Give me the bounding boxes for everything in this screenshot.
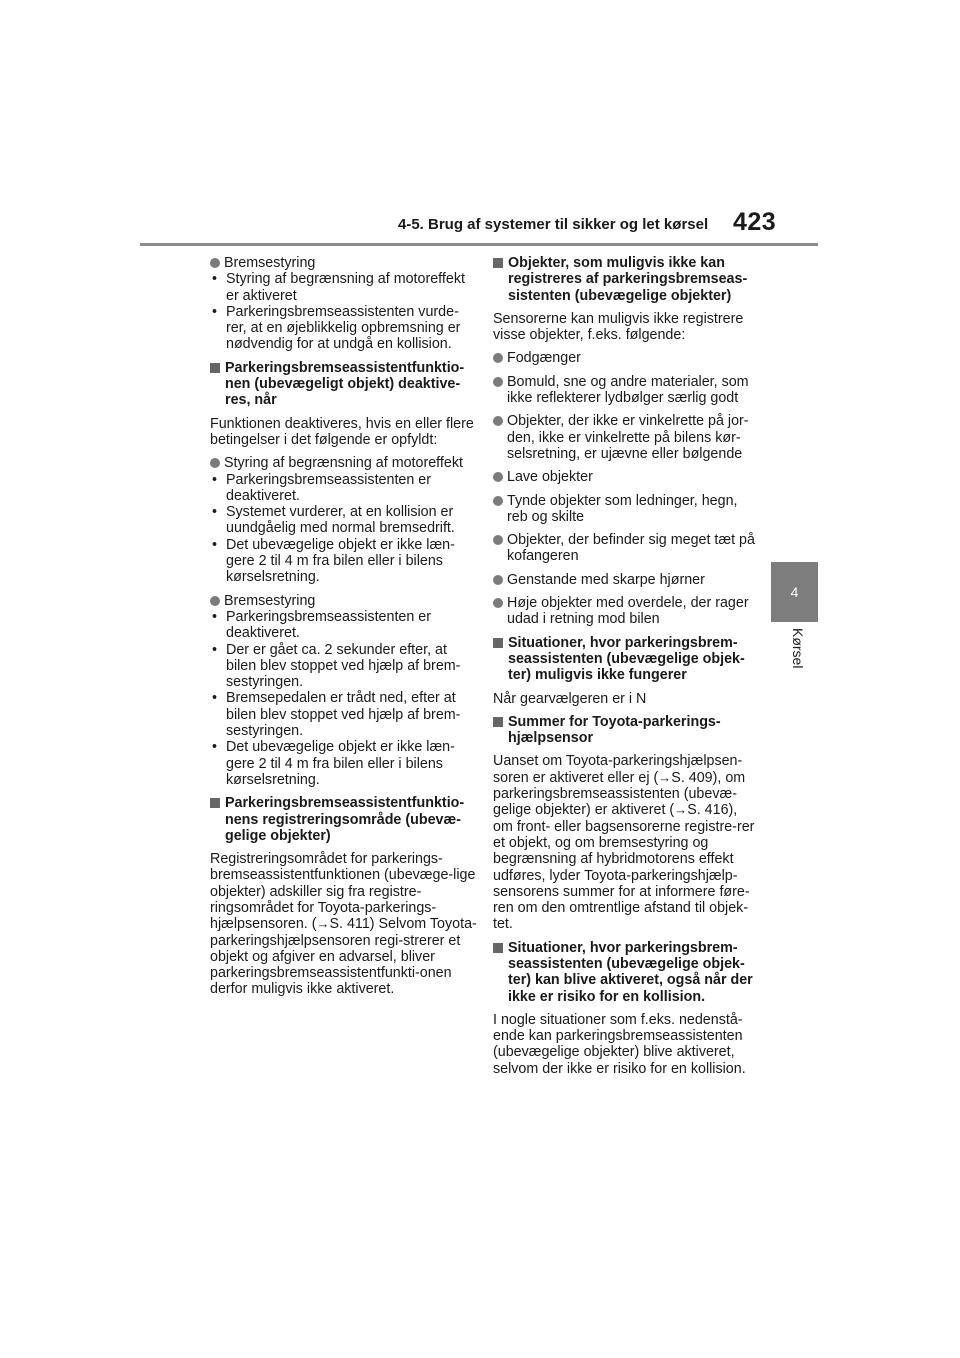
circle-bullet-icon [493, 472, 503, 482]
bullet-icon: • [212, 536, 218, 553]
chapter-tab [771, 562, 818, 622]
condition-block [210, 593, 478, 789]
dash-item [210, 642, 478, 691]
dash-text: Parkeringsbremseassistenten vurde-rer, at en øjeblikkelig opbremsning er nødvendig for at undgå en kollision. [226, 303, 461, 353]
dash-text: Det ubevægelige objekt er ikke læn-gere 2 til 4 m fra bilen eller i bilens kørselsretning. [226, 739, 455, 788]
circle-item [493, 469, 761, 485]
circle-item [210, 455, 478, 471]
circle-item [210, 255, 478, 271]
section-title: 4-5. Brug af systemer til sikker og let kørsel [398, 216, 709, 233]
arrow-icon: → [658, 769, 672, 785]
circle-bullet-icon [493, 496, 503, 506]
heading-text: Situationer, hvor parkeringsbrem-seassistenten (ubevægelige objek-ter) muligvis ikke fungerer [508, 634, 745, 684]
dash-item [210, 504, 478, 537]
bullet-icon: • [212, 471, 218, 488]
heading-text: Objekter, som muligvis ikke kan registreres af parkeringsbremseas-sistenten (ubevægelige objekter) [508, 255, 748, 304]
square-bullet-icon [493, 258, 503, 268]
dash-text: Parkeringsbremseassistenten er deaktiveret. [226, 608, 432, 642]
square-bullet-icon [210, 363, 220, 373]
circle-bullet-icon [493, 377, 503, 387]
dash-text: Parkeringsbremseassistenten er deaktiveret. [226, 471, 432, 504]
circle-item [493, 350, 761, 366]
intro-block [210, 255, 478, 353]
bullet-icon: • [212, 641, 218, 658]
square-bullet-icon [493, 638, 503, 648]
section-heading [210, 360, 478, 409]
bullet-icon: • [212, 504, 218, 521]
right-column [493, 255, 761, 1084]
dash-text: Det ubevægelige objekt er ikke læn-gere 2 til 4 m fra bilen eller i bilens kørselsretning. [226, 536, 455, 586]
circle-text: Bremsestyring [224, 255, 316, 271]
section-heading [493, 714, 761, 747]
circle-bullet-icon [493, 598, 503, 608]
bullet-icon: • [212, 271, 218, 288]
dash-item [210, 537, 478, 586]
dash-text: Styring af begrænsning af motoreffekt er aktiveret [226, 271, 465, 304]
circle-text: Bomuld, sne og andre materialer, som ikke reflekterer lydbølger særlig godt [507, 373, 749, 407]
circle-bullet-icon [210, 258, 220, 268]
page-reference-link[interactable]: S. 411 [329, 916, 370, 933]
circle-bullet-icon [493, 535, 503, 545]
circle-text: Bremsestyring [224, 592, 316, 609]
circle-bullet-icon [493, 416, 503, 426]
circle-text: Styring af begrænsning af motoreffekt [224, 455, 463, 472]
heading-text: Summer for Toyota-parkerings-hjælpsensor [508, 713, 721, 747]
dash-item [210, 739, 478, 788]
paragraph: Registreringsområdet for parkerings-bremseassistentfunktionen (ubevæge-lige objekter) adskiller sig fra registre-ringsområdet for Toyota-parkerings-hjælpsensoren. (→S. 411) Selvom Toyota-parkeringshjælpsensoren regi-strerer et objekt og afgiver en advarsel, bliver parkeringsbremseassistentfunkti-onen derfor muligvis ikke aktiveret. [210, 851, 477, 998]
bullet-icon: • [212, 303, 218, 320]
dash-item [210, 609, 478, 642]
circle-text: Objekter, der ikke er vinkelrette på jor-den, ikke er vinkelrette på bilens kør-selsretning, er ujævne eller bølgende [507, 413, 749, 462]
chapter-number: 4 [790, 584, 799, 600]
circle-text: Høje objekter med overdele, der rager udad i retning mod bilen [507, 595, 749, 628]
paragraph: I nogle situationer som f.eks. nedenstå-ende kan parkeringsbremseassistenten (ubevægelige objekter) blive aktiveret, selvom der ikke er risiko for en kollision. [493, 1011, 746, 1077]
paragraph: Funktionen deaktiveres, hvis en eller flere betingelser i det følgende er opfyldt: [210, 415, 474, 448]
section-heading [210, 795, 478, 844]
circle-bullet-icon [210, 458, 220, 468]
arrow-icon: → [674, 802, 688, 818]
circle-text: Lave objekter [507, 469, 593, 486]
square-bullet-icon [210, 798, 220, 808]
heading-text: Situationer, hvor parkeringsbrem-seassistenten (ubevægelige objek-ter) kan blive aktiveret, også når der ikke er risiko for en kollision. [508, 939, 753, 1005]
square-bullet-icon [493, 717, 503, 727]
dash-item [210, 690, 478, 739]
section-heading [493, 255, 761, 304]
section-heading [493, 635, 761, 684]
dash-item [210, 304, 478, 353]
header-divider [140, 243, 818, 246]
square-bullet-icon [493, 943, 503, 953]
dash-text: Systemet vurderer, at en kollision er uundgåelig med normal bremsedrift. [226, 504, 455, 537]
heading-text: Parkeringsbremseassistentfunktio-nens registreringsområde (ubevæ-gelige objekter) [225, 795, 465, 844]
circle-text: Fodgænger [507, 350, 581, 367]
section-heading [493, 940, 761, 1005]
circle-bullet-icon [493, 575, 503, 585]
page-number: 423 [733, 208, 777, 236]
paragraph: Når gearvælgeren er i N [493, 690, 647, 707]
dash-item [210, 472, 478, 505]
circle-item [493, 374, 761, 407]
bullet-icon: • [212, 690, 218, 707]
heading-text: Parkeringsbremseassistentfunktio-nen (ubevægeligt objekt) deaktive-res, når [225, 359, 465, 409]
circle-item [493, 572, 761, 588]
circle-item [493, 413, 761, 462]
circle-bullet-icon [210, 596, 220, 606]
chapter-label: Kørsel [790, 628, 806, 669]
circle-item [493, 595, 761, 628]
circle-text: Tynde objekter som ledninger, hegn, reb og skilte [507, 492, 738, 525]
circle-item [493, 493, 761, 526]
bullet-icon: • [212, 608, 218, 625]
circle-text: Objekter, der befinder sig meget tæt på kofangeren [507, 532, 755, 565]
page-reference-link[interactable]: S. 409 [671, 769, 713, 786]
arrow-icon: → [316, 916, 330, 932]
condition-block [210, 455, 478, 585]
page-reference-link[interactable]: S. 416 [687, 802, 729, 819]
dash-text: Bremsepedalen er trådt ned, efter at bilen blev stoppet ved hjælp af brem-sestyringen. [226, 690, 461, 740]
circle-item [210, 593, 478, 609]
circle-item [493, 532, 761, 565]
dash-text: Der er gået ca. 2 sekunder efter, at bilen blev stoppet ved hjælp af brem-sestyringen. [226, 641, 461, 691]
dash-item [210, 271, 478, 304]
circle-text: Genstande med skarpe hjørner [507, 571, 705, 588]
bullet-icon: • [212, 739, 218, 756]
left-column [210, 255, 478, 1005]
circle-bullet-icon [493, 353, 503, 363]
paragraph: Uanset om Toyota-parkeringshjælpsen-soren er aktiveret eller ej (→S. 409), om parkeringsbremseassistenten (ubevæ-gelige objekter) er aktiveret (→S. 416), om front- eller bagsensorerne registre-rer et objekt, og om bremsestyring og begrænsning af hybridmotorens effekt udføres, lyder Toyota-parkeringshjælp-sensorens summer for at informere føre-ren om den omtrentlige afstand til objek-tet. [493, 753, 755, 933]
paragraph: Sensorerne kan muligvis ikke registrere visse objekter, f.eks. følgende: [493, 310, 744, 344]
